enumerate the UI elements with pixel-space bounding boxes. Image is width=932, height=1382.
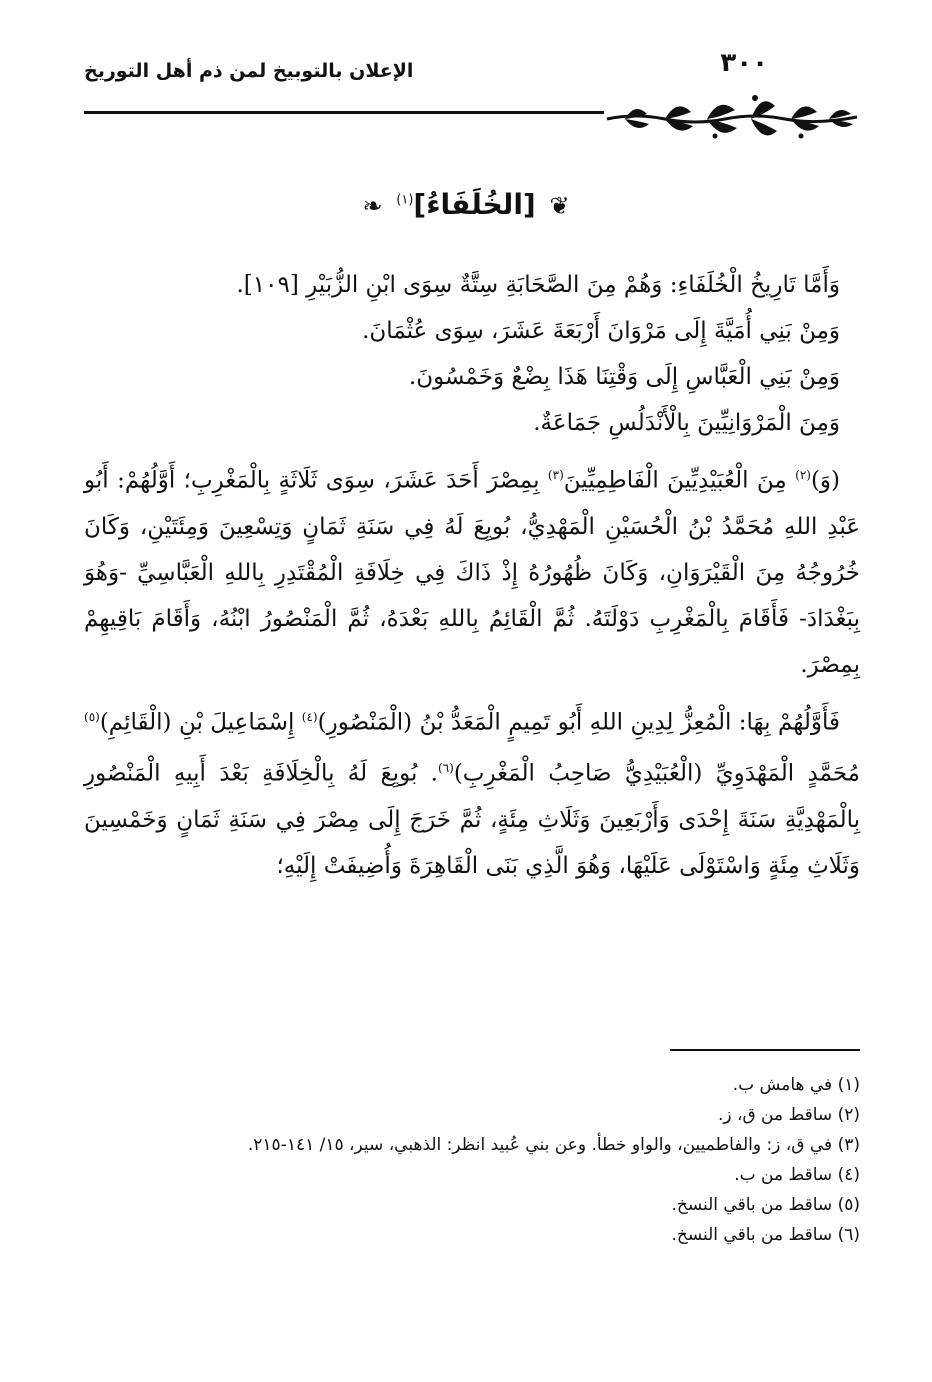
section-heading: [0, 188, 932, 221]
paragraph: [84, 452, 860, 688]
footnote: (٣) في ق، ز: والفاطميين، والواو خطأ. وعن بني عُبيد انظر: الذهبي، سير، ١٥/ ١٤١-٢١٥.: [247, 1135, 860, 1155]
footnote: (٤) ساقط من ب.: [734, 1165, 860, 1185]
flourish-right-icon: ❦: [549, 192, 570, 220]
footnote: (٢) ساقط من ق، ز.: [717, 1105, 860, 1125]
paragraph: وَمِنَ الْمَرْوَانِيِّينَ بِالْأَنْدَلُسِ جَمَاعَةٌ.: [533, 410, 840, 436]
paragraph: [84, 694, 860, 889]
footnote-ref: (٣): [547, 468, 564, 482]
running-title: الإعلان بالتوبيخ لمن ذم أهل التوريخ: [84, 60, 414, 82]
footnote-ref: (٤): [301, 709, 318, 724]
footnote-ref: (٥): [84, 709, 100, 724]
text-run: . بُويِعَ لَهُ بِالْخِلَافَةِ بَعْدَ أَبِيهِ الْمَنْصُورِ بِالْمَهْدِيَّةِ سَنَةَ إِحْدَى وَأَرْبَعِينَ وَثَلَاثِ مِئَةٍ، ثُمَّ خَرَجَ إِلَى مِصْرَ فِي سَنَةِ ثَمَانٍ وَخَمْسِينَ وَثَلَاثِ مِئَةٍ وَاسْتَوْلَى عَلَيْهَا، وَهُوَ الَّذِي بَنَى الْقَاهِرَةَ وَأُضِيفَتْ إِلَيْهِ؛: [84, 760, 860, 879]
footnote-ref: (٦): [438, 761, 454, 776]
paragraph: وَمِنْ بَنِي الْعَبَّاسِ إِلَى وَقْتِنَا هَذَا بِضْعٌ وَخَمْسُونَ.: [408, 364, 840, 390]
page-header: [84, 48, 860, 128]
flourish-left-icon: ❧: [362, 192, 383, 220]
text-run: بِمِصْرَ أَحَدَ عَشَرَ، سِوَى ثَلَاثَةٍ بِالْمَغْرِبِ؛ أَوَّلُهُمْ: أَبُو عَبْدِ اللهِ مُحَمَّدُ بْنُ الْحُسَيْنِ الْمَهْدِيُّ، بُويِعَ لَهُ فِي سَنَةِ ثَمَانٍ وَتِسْعِينَ وَمِئَتَيْنِ، وَكَانَ خُرُوجُهُ مِنَ الْقَيْرَوَانِ، وَكَانَ ظُهُورُهُ إِذْ ذَاكَ فِي خِلَافَةِ الْمُقْتَدِرِ بِاللهِ الْعَبَّاسِيِّ -وَهُوَ بِبَغْدَادَ- فَأَقَامَ بِالْمَغْرِبِ دَوْلَتَهُ. ثُمَّ الْقَائِمُ بِاللهِ بَعْدَهُ، ثُمَّ الْمَنْصُورُ ابْنُهُ، وَأَقَامَ بَاقِيهِمْ بِمِصْرَ.: [84, 467, 860, 678]
body-text: [84, 262, 860, 889]
section-title: [396, 188, 535, 221]
footnotes: [70, 1070, 860, 1250]
header-ornament-icon: [605, 86, 860, 146]
paragraph: وَمِنْ بَنِي أُمَيَّةَ إِلَى مَرْوَانَ أَرْبَعَةَ عَشَرَ، سِوَى عُثْمَانَ.: [362, 318, 840, 344]
footnote: (١) في هامش ب.: [732, 1075, 860, 1095]
text-run: مِنَ الْعُبَيْدِيِّينَ الْفَاطِمِيِّينَ: [563, 467, 796, 494]
footnote-divider: [670, 1049, 860, 1051]
footnote: (٥) ساقط من باقي النسخ.: [671, 1195, 860, 1215]
text-run: إِسْمَاعِيلَ بْنِ (الْقَائِمِ): [99, 709, 302, 736]
footnote-ref: (٢): [795, 468, 811, 482]
text-run: (وَ): [810, 467, 841, 494]
text-run: فَأَوَّلُهُمْ بِهَا: الْمُعِزُّ لِدِينِ اللهِ أَبُو تَمِيمٍ الْمَعَدُّ بْنُ (الْمَنْصُورِ): [317, 709, 840, 736]
page-number: ٣٠٠: [720, 48, 768, 78]
footnote-ref: (١): [396, 192, 414, 208]
footnote: (٦) ساقط من باقي النسخ.: [671, 1225, 860, 1245]
text-run: مُحَمَّدٍ الْمَهْدَوِيِّ (الْعُبَيْدِيُّ صَاحِبُ الْمَغْرِبِ): [453, 760, 860, 787]
header-rule: [84, 111, 604, 114]
paragraph: وَأَمَّا تَارِيخُ الْخُلَفَاءِ: وَهُمْ مِنَ الصَّحَابَةِ سِتَّةٌ سِوَى ابْنِ الزُّبَيْرِ [١٠٩].: [236, 272, 840, 298]
section-title-text: [الخُلَفَاءُ]: [413, 188, 536, 221]
